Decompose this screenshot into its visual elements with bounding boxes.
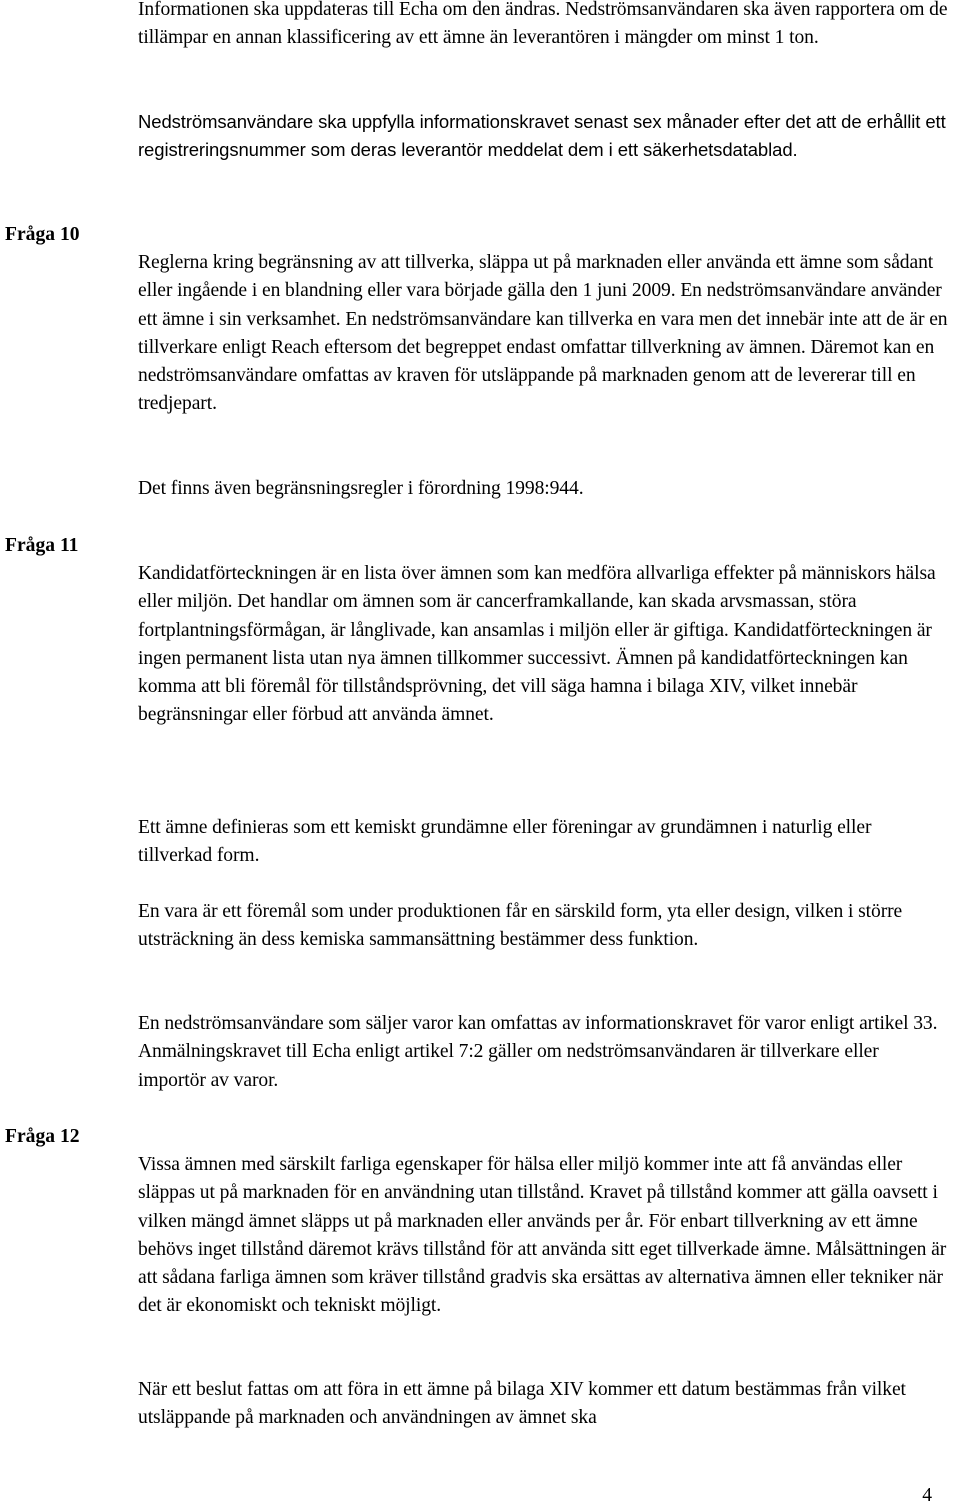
paragraph-annex-xiv-decision: När ett beslut fattas om att föra in ett ämne på bilaga XIV kommer ett datum bestämmas från vilket utsläppande på marknaden och användningen av ämnet ska	[138, 1379, 906, 1429]
paragraph-article-definition: En vara är ett föremål som under produktionen får en särskild form, yta eller design, vilken i större utsträckning än dess kemiska sammansättning bestämmer dess funktion.	[138, 901, 903, 951]
paragraph-article-33: En nedströmsanvändare som säljer varor kan omfattas av informationskravet för varor enligt artikel 33. Anmälningskravet till Echa enligt artikel 7:2 gäller om nedströmsanvändaren är tillverkare eller importör av varor.	[138, 1013, 938, 1091]
paragraph-substance-definition: Ett ämne definieras som ett kemiskt grundämne eller föreningar av grundämnen i naturlig eller tillverkad form.	[138, 817, 872, 867]
paragraph-restriction-ordinance: Det finns även begränsningsregler i förordning 1998:944.	[138, 478, 584, 499]
question-11-label: Fråga 11	[5, 535, 79, 556]
paragraph-candidate-list: Kandidatförteckningen är en lista över ämnen som kan medföra allvarliga effekter på människors hälsa eller miljön. Det handlar om ämnen som är cancerframkallande, kan skada arvsmassan, störa fortplantningsförmågan, är långlivade, kan ansamlas i miljön eller är giftiga. Kandidatförteckningen är ingen permanent lista utan nya ämnen tillkommer successivt. Ämnen på kandidatförteckningen kan komma att bli föremål för tillståndsprövning, det vill säga hamna i bilaga XIV, vilket innebär begränsningar eller förbud att använda ämnet.	[138, 563, 936, 726]
question-10-label: Fråga 10	[5, 224, 80, 245]
paragraph-restriction-rules: Reglerna kring begränsning av att tillverka, släppa ut på marknaden eller använda ett ämne som sådant eller ingående i en blandning eller vara började gälla den 1 juni 2009. En nedströmsanvändare använder ett ämne i sin verksamhet. En nedströmsanvändare kan tillverka en vara men det innebär inte att de är en tillverkare enligt Reach eftersom det begreppet endast omfattar tillverkning av ämnen. Däremot kan en nedströmsanvändare omfattas av kraven för utsläppande på marknaden genom att de levererar till en tredjepart.	[138, 252, 948, 415]
question-12-label: Fråga 12	[5, 1126, 80, 1147]
paragraph-echa-update: Informationen ska uppdateras till Echa om den ändras. Nedströmsanvändaren ska även rapportera om de tillämpar en annan klassificering av ett ämne än leverantören i mängder om minst 1 ton.	[138, 0, 948, 49]
page-number: 4	[922, 1485, 932, 1506]
paragraph-authorisation: Vissa ämnen med särskilt farliga egenskaper för hälsa eller miljö kommer inte att få användas eller släppas ut på marknaden för en användning utan tillstånd. Kravet på tillstånd kommer att gälla oavsett i vilken mängd ämnet släpps ut på marknaden eller används per år. För enbart tillverkning av ett ämne behövs inget tillstånd däremot krävs tillstånd för att använda sitt eget tillverkade ämne. Målsättningen är att sådana farliga ämnen som kräver tillstånd gradvis ska ersättas av alternativa ämnen eller tekniker när det är ekonomiskt och tekniskt möjligt.	[138, 1154, 947, 1317]
paragraph-information-deadline: Nedströmsanvändare ska uppfylla informationskravet senast sex månader efter det att de erhållit ett registreringsnummer som deras leverantör meddelat dem i ett säkerhetsdatablad.	[138, 111, 946, 161]
